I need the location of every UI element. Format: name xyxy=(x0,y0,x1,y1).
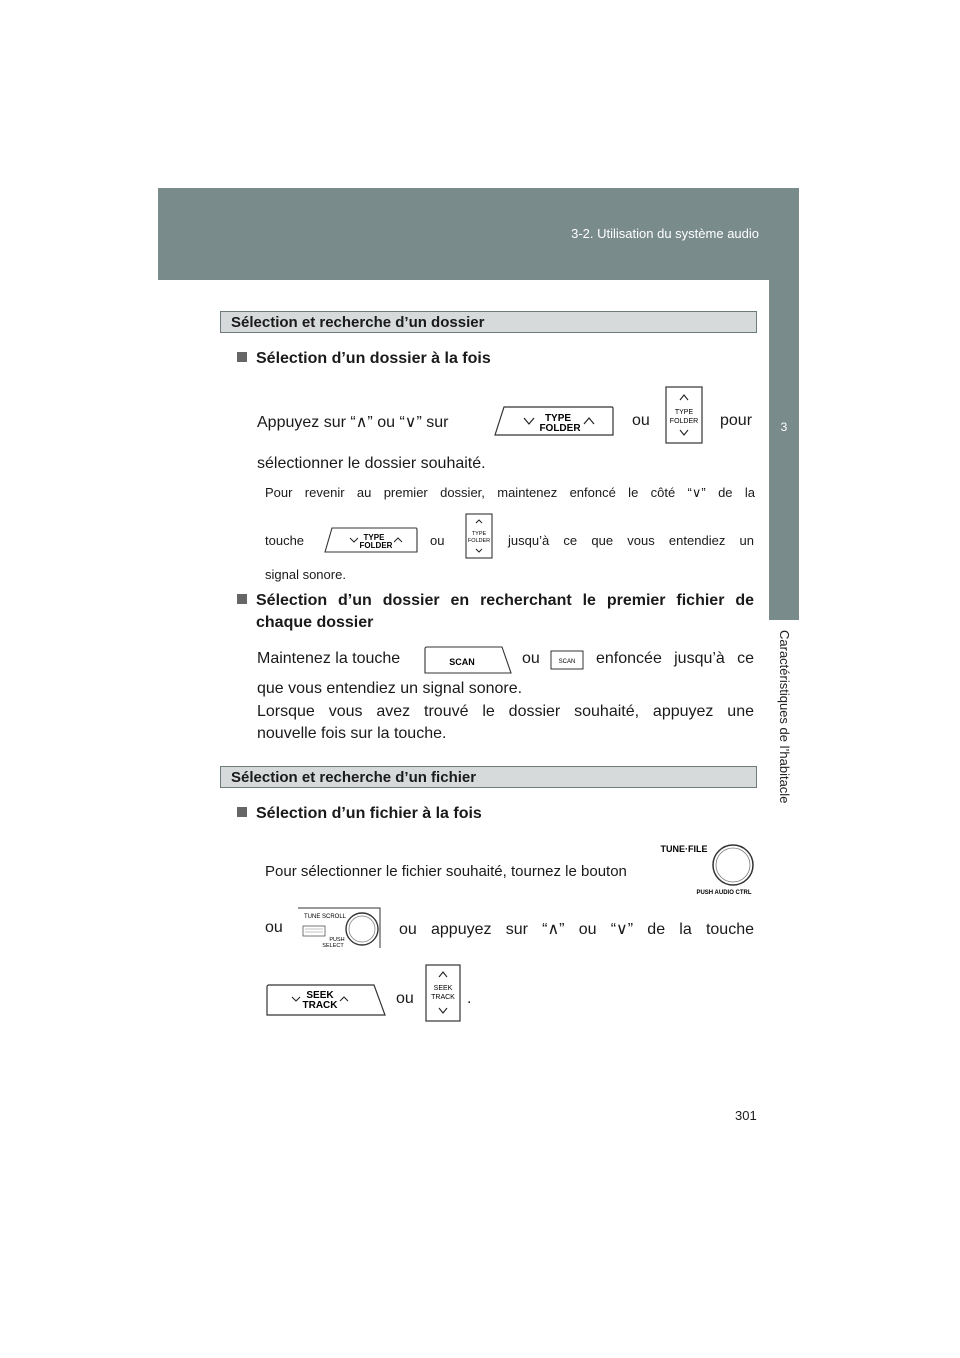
scan-label-small: SCAN xyxy=(558,659,576,665)
tune-scroll-knob-icon xyxy=(297,906,383,950)
subsection-title-text: Sélection d’un dossier à la fois xyxy=(256,350,491,367)
tune-file-label: TUNE·FILE xyxy=(660,844,708,854)
folder-label-small: FOLDER xyxy=(669,418,699,425)
type-folder-tall-button-icon xyxy=(665,386,703,444)
seek-track-tall-button-icon xyxy=(425,964,461,1022)
instruction-text: ou xyxy=(522,650,540,667)
instruction-text: . xyxy=(467,990,472,1007)
track-label-small: TRACK xyxy=(431,994,455,1001)
type-label-small: TYPE xyxy=(471,531,487,537)
subsection-title xyxy=(237,350,491,368)
type-folder-wide-button-icon xyxy=(324,527,418,553)
subsection-title xyxy=(237,805,482,823)
note-text: signal sonore. xyxy=(265,567,346,582)
folder-label-small: FOLDER xyxy=(467,538,491,544)
chapter-tab xyxy=(769,280,799,620)
type-label: TYPE xyxy=(363,533,385,542)
subsection-title-text: chaque dossier xyxy=(256,614,374,631)
chapter-side-label-text: Caractéristiques de l’habitacle xyxy=(777,630,792,804)
scan-wide-button-icon xyxy=(424,646,512,674)
instruction-text: ou appuyez sur “∧” ou “∨” de la touche xyxy=(399,921,754,938)
note-text: Pour revenir au premier dossier, maintenez enfoncé le côté “∨” de la xyxy=(265,485,755,500)
instruction-text: Appuyez sur “∧” ou “∨” sur xyxy=(257,414,449,431)
instruction-text: Lorsque vous avez trouvé le dossier souhaité, appuyez une xyxy=(257,703,754,720)
track-label: TRACK xyxy=(302,1000,338,1011)
type-label: TYPE xyxy=(544,413,572,424)
section-title-file: Sélection et recherche d’un fichier xyxy=(220,766,757,788)
seek-label-small: SEEK xyxy=(433,985,453,992)
page-number: 301 xyxy=(735,1108,757,1123)
instruction-text: ou xyxy=(632,412,650,429)
tune-scroll-label: TUNE SCROLL xyxy=(303,914,347,920)
type-folder-tall-button-icon xyxy=(465,513,493,559)
instruction-text: nouvelle fois sur la touche. xyxy=(257,725,447,742)
note-text: ou xyxy=(430,533,445,548)
push-label: PUSH xyxy=(329,937,345,943)
header-title: 3-2. Utilisation du système audio xyxy=(571,226,759,241)
instruction-text: Maintenez la touche xyxy=(257,650,401,667)
scan-label: SCAN xyxy=(449,657,475,667)
section-title-folder: Sélection et recherche d’un dossier xyxy=(220,311,757,333)
seek-track-wide-button-icon xyxy=(266,984,386,1016)
folder-label: FOLDER xyxy=(359,541,393,550)
subsection-title xyxy=(237,592,754,610)
folder-label: FOLDER xyxy=(539,423,581,434)
instruction-text: que vous entendiez un signal sonore. xyxy=(257,680,523,697)
chapter-number: 3 xyxy=(780,420,788,434)
seek-label: SEEK xyxy=(306,990,334,1001)
chapter-side-label xyxy=(769,630,799,920)
instruction-text: pour xyxy=(720,412,753,429)
subsection-title-text: Sélection d’un dossier en recherchant le premier fichier de xyxy=(256,592,754,609)
instruction-text: ou xyxy=(396,990,414,1007)
subsection-title-text: Sélection d’un fichier à la fois xyxy=(256,805,482,822)
scan-small-button-icon xyxy=(550,650,584,670)
instruction-text: ou xyxy=(265,919,283,936)
chapter-header xyxy=(158,188,799,280)
instruction-text: Pour sélectionner le fichier souhaité, tournez le bouton xyxy=(265,863,627,880)
instruction-text: sélectionner le dossier souhaité. xyxy=(257,455,486,472)
type-label-small: TYPE xyxy=(674,409,694,416)
instruction-text: enfoncée jusqu’à ce xyxy=(596,650,754,667)
note-text: jusqu’à ce que vous entendiez un xyxy=(508,533,754,548)
push-audio-ctrl-label: PUSH AUDIO CTRL xyxy=(696,890,752,896)
type-folder-wide-button-icon xyxy=(494,406,614,436)
tune-file-knob-icon xyxy=(658,840,758,898)
note-text: touche xyxy=(265,533,305,548)
select-label: SELECT xyxy=(322,943,344,949)
